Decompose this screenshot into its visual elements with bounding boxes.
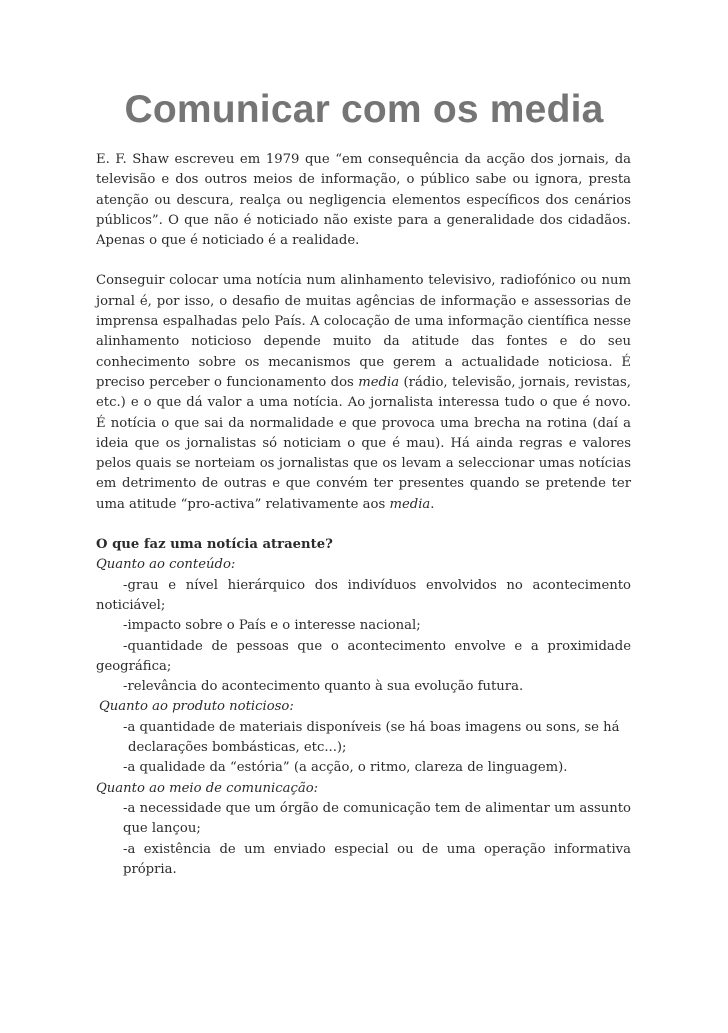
document-body — [96, 150, 631, 880]
list-item: -quantidade de pessoas que o acontecimento envolve e a proximidade geográfica; — [96, 638, 631, 674]
paragraph-2-part-3: . — [430, 496, 435, 512]
subheading-medium: Quanto ao meio de comunicação: — [96, 780, 319, 796]
list-item: -relevância do acontecimento quanto à sua evolução futura. — [123, 679, 524, 695]
section-heading: O que faz uma notícia atraente? — [96, 537, 333, 553]
media-term-1: media — [358, 374, 400, 390]
paragraph-2 — [96, 271, 631, 515]
subheading-content: Quanto ao conteúdo: — [96, 557, 236, 573]
paragraph-1: E. F. Shaw escreveu em 1979 que “em consequência da acção dos jornais, da televisão e dos outros meios de informação, o público sabe ou ignora, presta atenção ou descura, realça ou negligencia elementos específicos dos cenários públicos”. O que não é noticiado não existe para a generalidade dos cidadãos. Apenas o que é noticiado é a realidade. — [96, 152, 631, 249]
subheading-product: Quanto ao produto noticioso: — [99, 699, 294, 715]
list-item: -a necessidade que um órgão de comunicação tem de alimentar um assunto que lançou; — [123, 800, 631, 837]
list-item: -a existência de um enviado especial ou de uma operação informativa própria. — [123, 841, 631, 877]
list-item: -grau e nível hierárquico dos indivíduos envolvidos no acontecimento noticiável; — [96, 577, 631, 613]
paragraph-2-part-1: Conseguir colocar uma notícia num alinhamento televisivo, radiofónico ou num jornal é, por isso, o desafio de muitas agências de informação e assessorias de imprensa espalhadas pelo País. A colocação de uma informação científica nesse alinhamento noticioso depende muito da atitude das fontes e do seu conhecimento sobre os mecanismos que gerem a actualidade noticiosa. É preciso perceber o funcionamento dos — [96, 273, 631, 390]
media-term-2: media — [389, 496, 431, 512]
paragraph-2-part-2: (rádio, televisão, jornais, revistas, etc.) e o que dá valor a uma notícia. Ao jornalista interessa tudo o que é novo. É notícia o que sai da normalidade e que provoca uma brecha na rotina (daí a ideia que os jornalistas só noticiam o que é mau). Há ainda regras e valores pelos quais se norteiam os jornalistas que os levam a seleccionar umas notícias em detrimento de outras e que convém ter presentes quando se pretende ter uma atitude “pro-activa” relativamente aos — [96, 374, 631, 512]
list-item: -a qualidade da “estória” (a acção, o ritmo, clareza de linguagem). — [123, 760, 568, 776]
list-item: -a quantidade de materiais disponíveis (se há boas imagens ou sons, se há — [123, 719, 620, 735]
list-item: -impacto sobre o País e o interesse nacional; — [123, 618, 421, 634]
list-item-continuation: declarações bombásticas, etc...); — [128, 740, 347, 756]
page-title: Comunicar com os media — [124, 88, 604, 131]
